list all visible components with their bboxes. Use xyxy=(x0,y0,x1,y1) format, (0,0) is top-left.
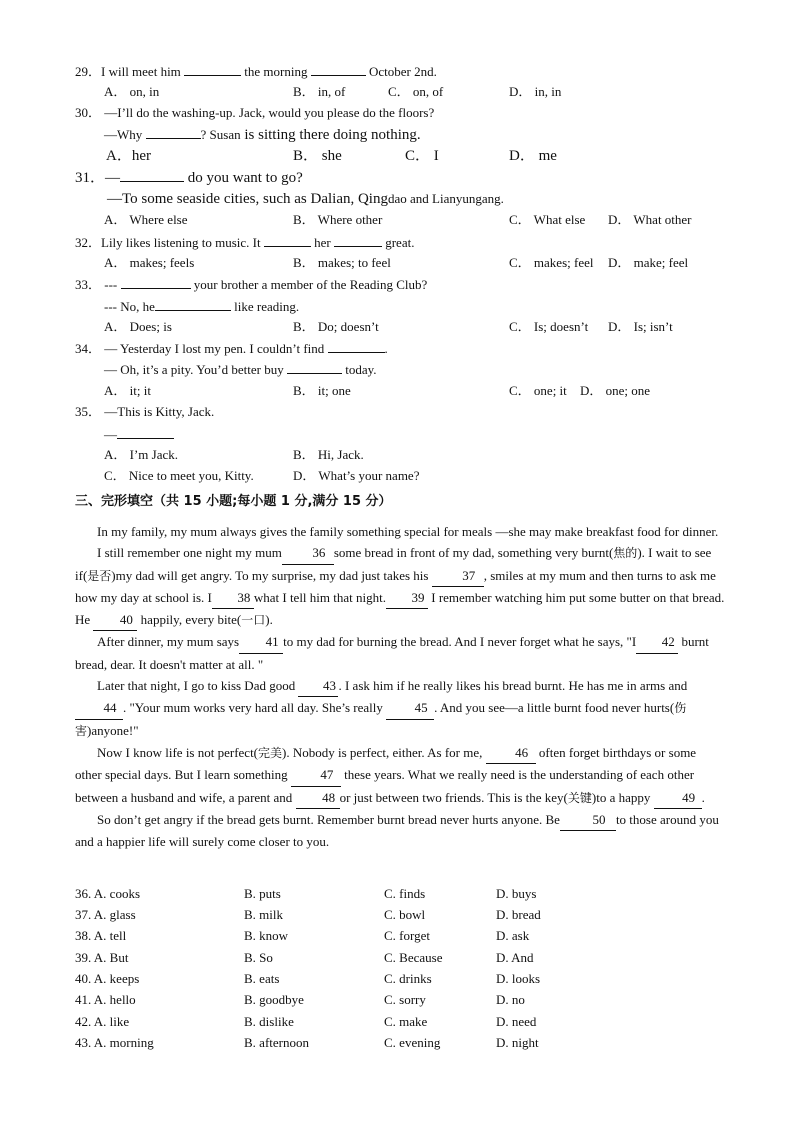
choice-row-36: 36. A. cooks B. puts C. finds D. buys xyxy=(75,886,537,901)
option-c: C． makes; feel xyxy=(509,255,594,270)
question-32-stem: 32．Lily likes listening to music. It her great. xyxy=(75,235,415,250)
answer-blank xyxy=(328,339,385,353)
blank-47: 47 xyxy=(291,764,341,786)
answer-blank xyxy=(120,168,184,182)
answer-blank xyxy=(184,62,241,76)
question-35-line1: 35． —This is Kitty, Jack. xyxy=(75,404,215,419)
blank-46: 46 xyxy=(486,742,536,764)
option-d: D． in, in xyxy=(509,84,562,99)
choice-row-39: 39. A. But B. So C. Because D. And xyxy=(75,950,534,965)
answer-blank xyxy=(117,425,174,439)
blank-40: 40 xyxy=(93,609,137,631)
blank-45: 45 xyxy=(386,697,434,719)
choice-row-41: 41. A. hello B. goodbye C. sorry D. no xyxy=(75,992,525,1007)
option-a: A． it; it xyxy=(104,383,151,398)
blank-36: 36 xyxy=(282,542,334,564)
answer-blank xyxy=(311,62,366,76)
question-29-options xyxy=(75,83,725,101)
answer-blank xyxy=(155,297,231,311)
question-31-line2: —To some seaside cities, such as Dalian, Qingdao and Lianyungang. xyxy=(107,191,504,207)
option-a: A． Does; is xyxy=(104,319,172,334)
blank-43: 43 xyxy=(298,675,338,697)
option-d: D． Is; isn’t xyxy=(608,319,673,334)
option-d: D． me xyxy=(509,148,557,164)
option-a: A． makes; feels xyxy=(104,255,195,270)
question-29-stem: 29．I will meet him the morning October 2nd. xyxy=(75,64,437,79)
answer-blank xyxy=(334,233,382,247)
choice-row-40: 40. A. keeps B. eats C. drinks D. looks xyxy=(75,971,541,986)
cloze-paragraph-2: I still remember one night my mum 36 some bread in front of my dad, something very burnt(焦的). I wait to see if(是否)my dad will get angry. To my surprise, my dad just takes his 37 , smiles at my mum and then turns to ask me how my day at school is. I 38 what I tell him that night. 39 I remember watching him put some butter on that bread. He 40 happily, every bite(一口). xyxy=(75,542,725,631)
cloze-passage xyxy=(75,521,725,852)
answer-blank xyxy=(287,360,342,374)
choice-row-37: 37. A. glass B. milk C. bowl D. bread xyxy=(75,907,541,922)
blank-39: 39 xyxy=(386,587,428,609)
option-d: D． What’s your name? xyxy=(293,468,420,483)
question-34-options xyxy=(75,382,725,400)
option-c: C． one; it xyxy=(509,383,567,398)
question-35-line2: — xyxy=(104,425,754,444)
question-32-options xyxy=(75,254,725,272)
option-c: C． What else xyxy=(509,212,586,227)
cloze-paragraph-6: So don’t get angry if the bread gets burnt. Remember burnt bread never hurts anyone. Be 50 to those around you and a happier life will surely come closer to you. xyxy=(75,809,725,853)
question-33-line1: 33． --- your brother a member of the Reading Club? xyxy=(75,277,428,292)
blank-38: 38 xyxy=(212,587,254,609)
option-a: A． I’m Jack. xyxy=(104,447,179,462)
option-a: A． Where else xyxy=(104,212,188,227)
cloze-paragraph-1: In my family, my mum always gives the family something special for meals —she may make breakfast food for dinner. xyxy=(97,524,719,539)
question-30-line1: 30． —I’ll do the washing-up. Jack, would you please do the floors? xyxy=(75,105,435,120)
question-34-line2: — Oh, it’s a pity. You’d better buy today. xyxy=(104,362,377,377)
question-31-line1: 31．— do you want to go? xyxy=(75,170,303,186)
choice-row-43: 43. A. morning B. afternoon C. evening D. night xyxy=(75,1035,539,1050)
option-b: B． Do; doesn’t xyxy=(293,319,379,334)
option-b: B． it; one xyxy=(293,383,351,398)
question-33-options xyxy=(75,318,725,336)
question-35-options-row2 xyxy=(75,467,725,485)
option-b: B． makes; to feel xyxy=(293,255,391,270)
answer-blank xyxy=(146,125,201,139)
blank-37: 37 xyxy=(432,565,484,587)
blank-44: 44 xyxy=(75,697,123,719)
blank-48: 48 xyxy=(296,787,340,809)
choice-row-42: 42. A. like B. dislike C. make D. need xyxy=(75,1014,537,1029)
cloze-paragraph-3: After dinner, my mum says 41 to my dad for burning the bread. And I never forget what he says, "I 42 burnt bread, dear. It doesn't matter at all. " xyxy=(75,631,725,675)
option-b: B． Hi, Jack. xyxy=(293,447,364,462)
option-d: D． What other xyxy=(608,212,692,227)
question-30-line2: —Why ? Susan is sitting there doing nothing. xyxy=(104,127,421,143)
option-b: B． in, of xyxy=(293,84,346,99)
option-c: C． Is; doesn’t xyxy=(509,319,589,334)
answer-blank xyxy=(264,233,311,247)
choice-row-38: 38. A. tell B. know C. forget D. ask xyxy=(75,928,530,943)
question-34-line1: 34． — Yesterday I lost my pen. I couldn’t find . xyxy=(75,341,388,356)
option-c: C． Nice to meet you, Kitty. xyxy=(104,468,254,483)
section-heading-cloze: 三、完形填空（共 15 小题;每小题 1 分,满分 15 分） xyxy=(75,494,392,509)
option-a: A．her xyxy=(106,148,151,164)
blank-50: 50 xyxy=(560,809,616,831)
cloze-paragraph-5: Now I know life is not perfect(完美). Nobody is perfect, either. As for me, 46 often forget birthdays or some other special days. But I learn something 47 these years. What we really need is the understanding of each other between a husband and wife, a parent and 48 or just between two friends. This is the key(关键)to a happy 49 . xyxy=(75,742,725,809)
cloze-paragraph-4: Later that night, I go to kiss Dad good 43 . I ask him if he really likes his bread burnt. He has me in arms and 44 . "Your mum works very hard all day. She’s really 45 . And you see—a little burnt food never hurts(伤害)anyone!" xyxy=(75,675,725,742)
option-c: C． I xyxy=(405,148,439,164)
answer-blank xyxy=(121,275,191,289)
blank-49: 49 xyxy=(654,787,702,809)
blank-41: 41 xyxy=(239,631,283,653)
option-b: B． she xyxy=(293,148,342,164)
blank-42: 42 xyxy=(636,631,678,653)
option-d: D． one; one xyxy=(580,383,651,398)
option-c: C． on, of xyxy=(388,84,444,99)
option-a: A． on, in xyxy=(104,84,160,99)
question-30-options xyxy=(75,147,725,165)
question-33-line2: --- No, he like reading. xyxy=(104,299,300,314)
option-b: B． Where other xyxy=(293,212,383,227)
option-d: D． make; feel xyxy=(608,255,689,270)
question-35-options-row1 xyxy=(75,446,725,464)
question-31-options xyxy=(75,211,725,229)
